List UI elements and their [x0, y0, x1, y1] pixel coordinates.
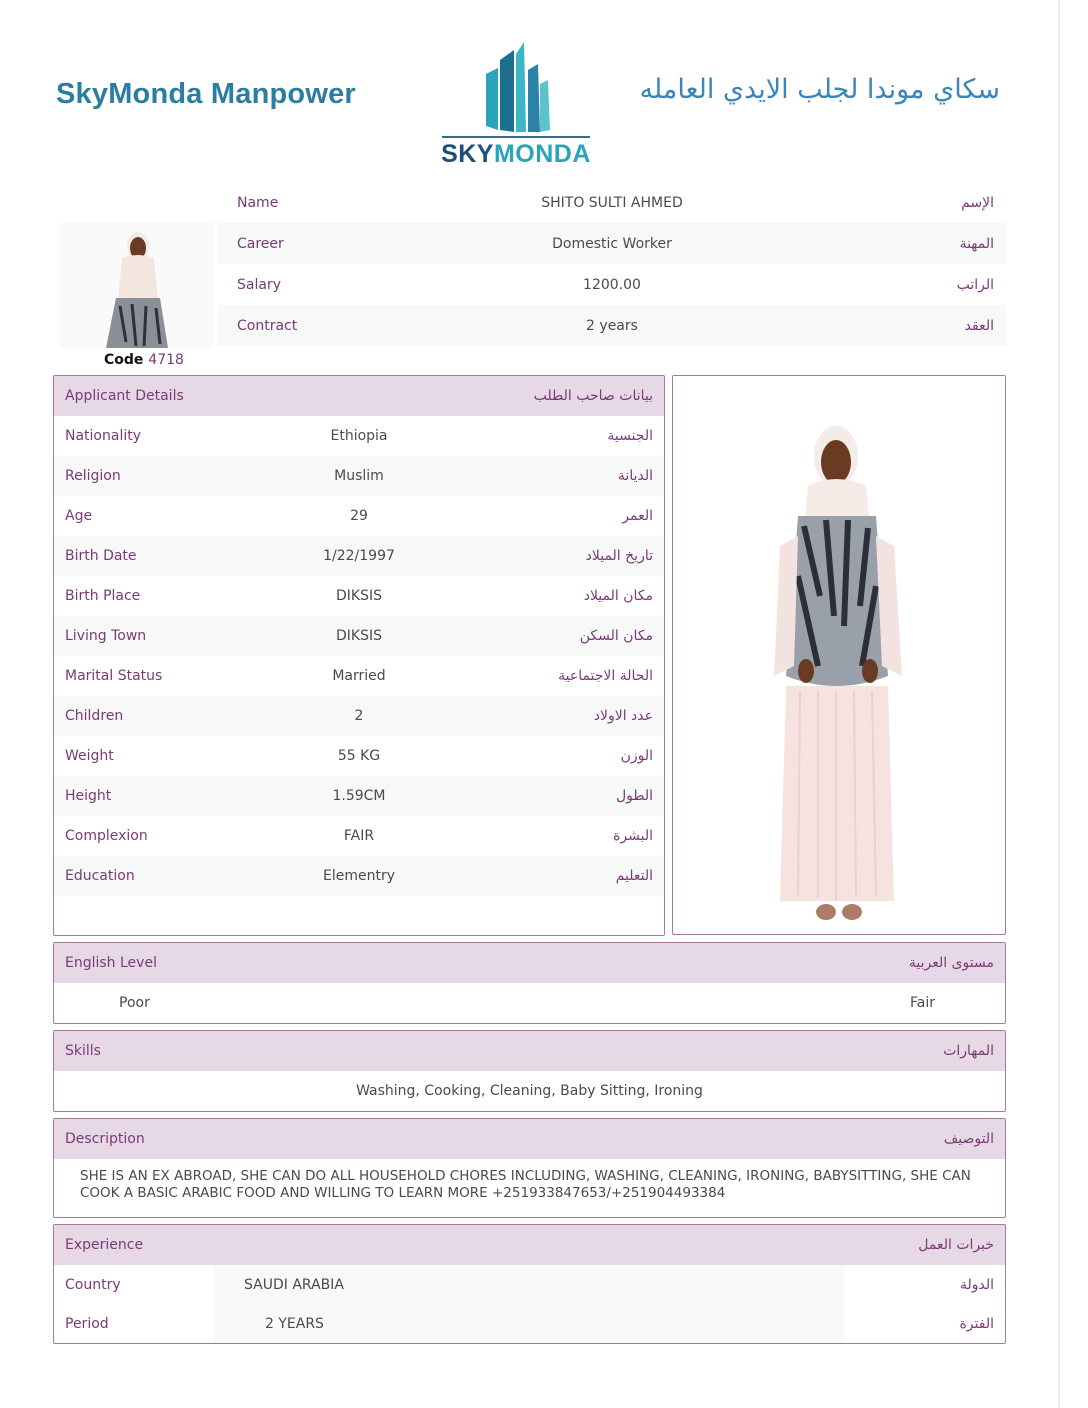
applicant-row-religion: Religion Muslim الديانة	[54, 456, 664, 496]
description-header: Description التوصيف	[54, 1119, 1005, 1159]
applicant-details-panel	[53, 375, 665, 936]
profile-row-career: Career Domestic Worker المهنة	[218, 223, 1006, 264]
applicant-row-birth-date: Birth Date 1/22/1997 تاريخ الميلاد	[54, 536, 664, 576]
page-edge-divider	[1058, 0, 1060, 1408]
profile-summary-table	[218, 182, 1006, 346]
experience-row-country: Country SAUDI ARABIA الدولة	[54, 1265, 1005, 1304]
experience-panel	[53, 1224, 1006, 1344]
applicant-row-birth-place: Birth Place DIKSIS مكان الميلاد	[65, 588, 653, 604]
applicant-row-age: Age 29 العمر	[65, 508, 653, 524]
description-panel	[53, 1118, 1006, 1218]
buildings-logo-icon	[480, 40, 552, 134]
applicant-row-education: Education Elementry التعليم	[54, 856, 664, 896]
language-level-header: English Level مستوى العربية	[54, 943, 1005, 983]
language-level-panel	[53, 942, 1006, 1024]
profile-row-salary: Salary 1200.00 الراتب	[237, 276, 994, 293]
skymonda-logo	[440, 40, 592, 168]
applicant-row-living-town: Living Town DIKSIS مكان السكن	[54, 616, 664, 656]
profile-row-name: Name SHITO SULTI AHMED الإسم	[237, 194, 994, 211]
arabic-level-value: Fair	[910, 995, 935, 1011]
applicant-row-nationality: Nationality Ethiopia الجنسية	[65, 428, 653, 444]
english-level-value: Poor	[119, 995, 150, 1011]
applicant-full-photo	[764, 416, 914, 936]
description-text: SHE IS AN EX ABROAD, SHE CAN DO ALL HOUSEHOLD CHORES INCLUDING, WASHING, CLEANING, IRONING, BABYSITTING, SHE CAN COOK A BASIC ARABIC FOOD AND WILLING TO LEARN MORE +251933847653/+251904493384	[80, 1168, 971, 1201]
applicant-row-weight: Weight 55 KG الوزن	[65, 748, 653, 764]
applicant-row-children: Children 2 عدد الاولاد	[54, 696, 664, 736]
skills-header: Skills المهارات	[54, 1031, 1005, 1071]
logo-underline	[442, 136, 590, 138]
skills-value: Washing, Cooking, Cleaning, Baby Sitting, Ironing	[356, 1083, 703, 1099]
applicant-row-height: Height 1.59CM الطول	[54, 776, 664, 816]
applicant-row-complexion: Complexion FAIR البشرة	[65, 828, 653, 844]
brand-name-english: SkyMonda Manpower	[56, 78, 356, 110]
language-level-values	[54, 983, 1005, 1023]
skills-panel	[53, 1030, 1006, 1112]
applicant-code: Code 4718	[104, 352, 184, 368]
applicant-details-header: Applicant Details بيانات صاحب الطلب	[54, 376, 664, 416]
brand-name-arabic: سكاي موندا لجلب الايدي العامله	[639, 74, 1000, 105]
applicant-row-marital-status: Marital Status Married الحالة الاجتماعية	[65, 668, 653, 684]
experience-header: Experience خبرات العمل	[54, 1225, 1005, 1265]
profile-row-contract: Contract 2 years العقد	[218, 305, 1006, 346]
applicant-thumbnail-photo	[60, 222, 214, 348]
applicant-full-photo-panel	[672, 375, 1006, 935]
logo-wordmark: SKYMONDA	[441, 140, 591, 168]
experience-row-period: Period 2 YEARS الفترة	[54, 1304, 1005, 1343]
